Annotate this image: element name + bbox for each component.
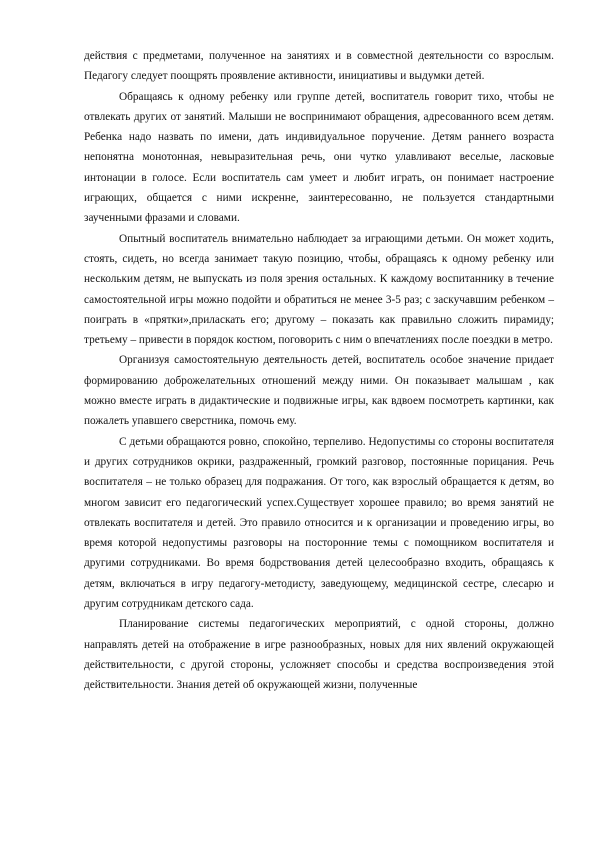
document-page [84, 46, 554, 696]
paragraph-planning: Планирование системы педагогических мероприятий, с одной стороны, должно направлять детей на отображение в игре разнообразных, новых для них явлений окружающей действительности, с другой стороны, усложняет способы и средства воспроизведения этой действительности. Знания детей об окружающей жизни, полученные [84, 618, 554, 692]
paragraph-friendly-relations: Организуя самостоятельную деятельность детей, воспитатель особое значение придает формированию доброжелательных отношений между ними. Он показывает малышам , как можно вместе играть в дидактические и подвижные игры, как вдвоем посмотреть картинки, как пожалеть упавшего сверстника, помочь ему. [84, 354, 554, 428]
paragraph-calm-treatment: С детьми обращаются ровно, спокойно, терпеливо. Недопустимы со стороны воспитателя и других сотрудников окрики, раздраженный, громкий разговор, постоянные порицания. Речь воспитателя – не только образец для подражания. От того, как взрослый обращается к детям, во многом зависит его педагогический успех.Существует хорошее правило; во время занятий не отвлекать воспитателя и детей. Это правило относится и к организации и проведению игры, во время которой недопустимы разговоры на посторонние темы с помощником воспитателя и другими сотрудниками. Во время бодрствования детей целесообразно входить, обращаясь к детям, включаться в игру педагогу-методисту, заведующему, медицинской сестре, слесарю и другим сотрудникам детского сада. [84, 435, 554, 611]
paragraph-addressing-children: Обращаясь к одному ребенку или группе детей, воспитатель говорит тихо, чтобы не отвлекать других от занятий. Малыши не воспринимают обращения, адресованного всем детям. Ребенка надо назвать по имени, дать индивидуальное поручение. Детям раннего возраста непонятна монотонная, невыразительная речь, они чутко улавливают веселые, ласковые интонации в голосе. Если воспитатель сам умеет и любит играть, он понимает настроение играющих, общается с ними искренне, заинтересованно, не пользуется стандартными заученными фразами и словами. [84, 90, 554, 225]
paragraph-observing-children: Опытный воспитатель внимательно наблюдает за играющими детьми. Он может ходить, стоять, сидеть, но всегда занимает такую позицию, чтобы, обращаясь к одному ребенку или нескольким детям, не выпускать из поля зрения остальных. К каждому воспитаннику в течение самостоятельной игры можно подойти и обратиться не менее 3-5 раз; с заскучавшим ребенком – поиграть в «прятки»,приласкать его; другому – показать как правильно сложить пирамиду; третьему – привести в порядок костюм, поговорить с ним о впечатлениях после поездки в метро. [84, 232, 554, 347]
paragraph-continuation: действия с предметами, полученное на занятиях и в совместной деятельности со взрослым. Педагогу следует поощрять проявление активности, инициативы и выдумки детей. [84, 50, 554, 83]
